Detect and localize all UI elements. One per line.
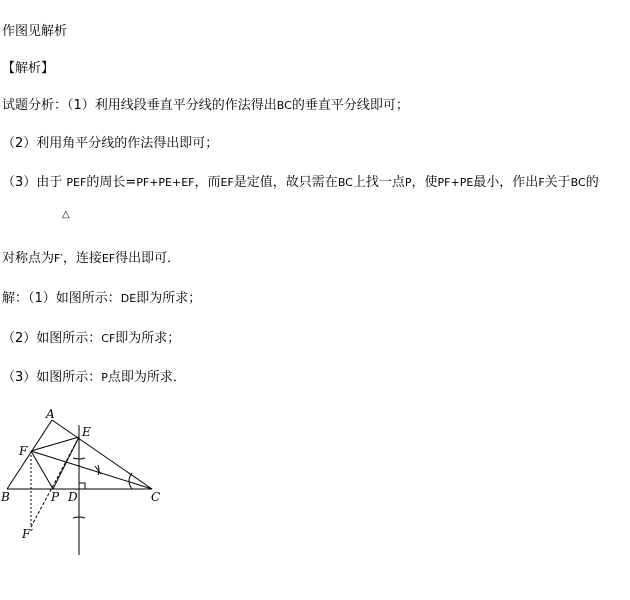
step3-part: ，使 (411, 175, 438, 190)
step3-part: （3）由于 (2, 175, 67, 190)
step3-part: 的 (585, 175, 599, 190)
solution-part: （3）如图所示： (2, 370, 102, 385)
step3-bc2: BC (570, 176, 586, 189)
step3-pef: PEF (66, 176, 87, 189)
step3-part: 关于 (544, 175, 571, 190)
right-angle-mark (79, 483, 85, 489)
cont-part: ，连接 (62, 251, 102, 266)
label-f: F (19, 444, 28, 458)
label-d: D (68, 490, 78, 504)
step2-line (2, 136, 218, 152)
segment-pe (53, 437, 79, 489)
answer-line (2, 24, 67, 40)
solution-part: 点即为所求． (107, 370, 186, 385)
solution-de: DE (120, 292, 137, 305)
step3-part: 最小，作出 (473, 175, 539, 190)
hint-suffix: 的垂直平分线即可； (291, 98, 409, 113)
segment-fe (31, 437, 79, 451)
label-a: A (46, 407, 55, 421)
hint-line (2, 98, 409, 114)
solution-line-1 (2, 291, 201, 307)
step3-formula: PF+PE+EF (136, 176, 195, 189)
solution-cf: CF (101, 332, 116, 345)
solution-line-2 (2, 331, 180, 347)
solution-p: P (101, 371, 108, 384)
triangle-symbol: △ (62, 209, 70, 220)
solution-part: 解：（1）如图所示： (2, 291, 121, 306)
cont-part: 得出即可． (115, 251, 181, 266)
solution-part: 即为所求； (115, 331, 181, 346)
label-b: B (1, 490, 10, 504)
cont-ef: EF (101, 252, 116, 265)
answer-text: 作图见解析 (2, 24, 68, 39)
geometry-figure (0, 400, 180, 570)
step3-part: 上找一点 (352, 175, 405, 190)
step3-part: 的周长= (86, 175, 137, 190)
analysis-heading-text: 【解析】 (2, 61, 55, 76)
solution-line-3 (2, 370, 186, 386)
segment-ab (7, 420, 52, 489)
segment-fprime-e (31, 437, 79, 527)
hint-bc: BC (276, 99, 292, 112)
step3-bc: BC (337, 176, 353, 189)
step3-part: 是定值，故只需在 (233, 175, 338, 190)
step2-text: （2）利用角平分线的作法得出即可； (2, 136, 219, 151)
cont-part: 对称点为 (2, 251, 55, 266)
label-c: C (151, 490, 161, 504)
label-e: E (82, 425, 91, 439)
cont-fprime: F′ (54, 252, 63, 265)
step3-f: F (538, 176, 545, 189)
step3-continuation (2, 251, 180, 267)
segment-ac (52, 420, 152, 489)
step3-pfpe: PF+PE (437, 176, 474, 189)
construction-arc-tick-1 (95, 466, 101, 474)
analysis-heading (2, 61, 54, 77)
label-fprime: F′ (22, 527, 34, 541)
step3-ef: EF (220, 176, 234, 189)
step3-line (2, 175, 599, 191)
hint-prefix: 试题分析：（1）利用线段垂直平分线的作法得出 (2, 98, 277, 113)
solution-part: 即为所求； (136, 291, 202, 306)
solution-part: （2）如图所示： (2, 331, 102, 346)
step3-part: ，而 (194, 175, 221, 190)
label-p: P (51, 490, 60, 504)
step3-p: P (404, 176, 412, 189)
